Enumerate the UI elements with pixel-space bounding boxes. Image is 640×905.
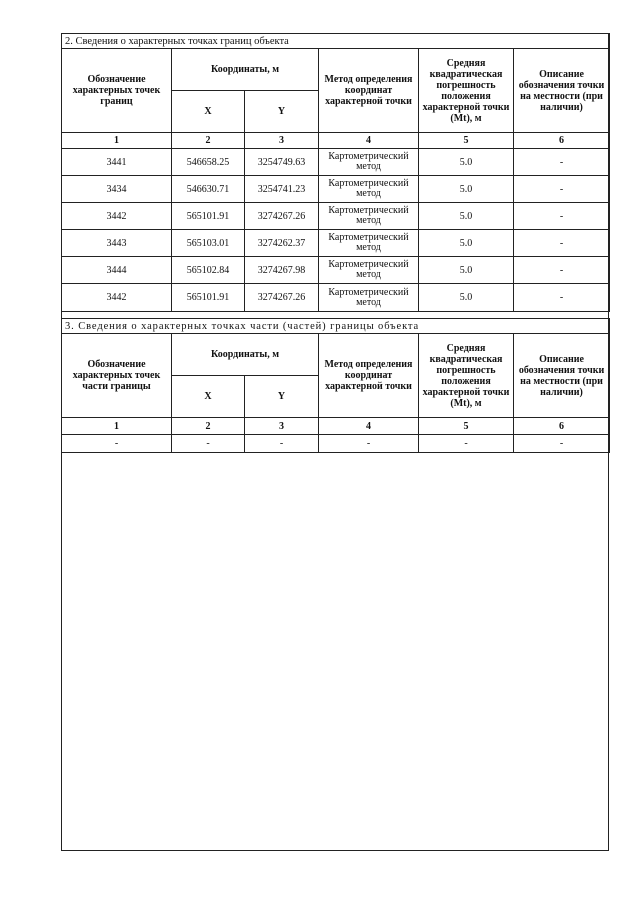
desc-cell: - (514, 284, 610, 312)
x-cell: 565101.91 (172, 203, 245, 230)
method-cell: Картометрический метод (319, 203, 419, 230)
point-cell: 3434 (62, 176, 172, 203)
method-cell: Картометрический метод (319, 257, 419, 284)
error-cell: 5.0 (419, 284, 514, 312)
section3-title: 3. Сведения о характерных точках части (частей) границы объекта (62, 319, 610, 334)
point-cell: 3443 (62, 230, 172, 257)
table-row (62, 284, 610, 312)
header-coordinates: Координаты, м (172, 49, 319, 91)
header-error: Средняя квадратическая погрешность положения характерной точки (Mt), м (419, 334, 514, 418)
table-row (62, 176, 610, 203)
header-coordinates: Координаты, м (172, 334, 319, 376)
header-method: Метод определения координат характерной точки (319, 49, 419, 133)
y-cell: 3274262.37 (245, 230, 319, 257)
header-method: Метод определения координат характерной точки (319, 334, 419, 418)
error-cell: - (419, 435, 514, 453)
header-y: Y (245, 376, 319, 418)
column-number: 2 (172, 133, 245, 149)
desc-cell: - (514, 435, 610, 453)
header-x: X (172, 376, 245, 418)
header-designation: Обозначение характерных точек границ (62, 49, 172, 133)
method-cell: Картометрический метод (319, 284, 419, 312)
error-cell: 5.0 (419, 257, 514, 284)
point-cell: 3442 (62, 203, 172, 230)
header-x: X (172, 91, 245, 133)
desc-cell: - (514, 230, 610, 257)
table-row (62, 203, 610, 230)
document-frame (61, 33, 609, 851)
point-cell: - (62, 435, 172, 453)
error-cell: 5.0 (419, 230, 514, 257)
header-y: Y (245, 91, 319, 133)
header-description: Описание обозначения точки на местности (при наличии) (514, 49, 610, 133)
x-cell: 546658.25 (172, 149, 245, 176)
column-number: 5 (419, 418, 514, 435)
method-cell: Картометрический метод (319, 230, 419, 257)
column-number: 3 (245, 133, 319, 149)
column-number: 3 (245, 418, 319, 435)
desc-cell: - (514, 176, 610, 203)
column-number: 5 (419, 133, 514, 149)
section2-table (61, 33, 610, 312)
desc-cell: - (514, 203, 610, 230)
y-cell: 3254749.63 (245, 149, 319, 176)
column-number: 1 (62, 418, 172, 435)
table-row (62, 435, 610, 453)
table-row (62, 149, 610, 176)
y-cell: 3274267.26 (245, 203, 319, 230)
point-cell: 3442 (62, 284, 172, 312)
x-cell: 565102.84 (172, 257, 245, 284)
error-cell: 5.0 (419, 149, 514, 176)
section2-title: 2. Сведения о характерных точках границ объекта (62, 34, 610, 49)
header-designation: Обозначение характерных точек части границы (62, 334, 172, 418)
y-cell: - (245, 435, 319, 453)
method-cell: Картометрический метод (319, 149, 419, 176)
x-cell: 546630.71 (172, 176, 245, 203)
column-number: 6 (514, 133, 610, 149)
method-cell: - (319, 435, 419, 453)
x-cell: 565101.91 (172, 284, 245, 312)
section3-table (61, 318, 610, 453)
column-number: 6 (514, 418, 610, 435)
error-cell: 5.0 (419, 176, 514, 203)
x-cell: 565103.01 (172, 230, 245, 257)
column-number: 1 (62, 133, 172, 149)
point-cell: 3444 (62, 257, 172, 284)
y-cell: 3274267.98 (245, 257, 319, 284)
y-cell: 3254741.23 (245, 176, 319, 203)
desc-cell: - (514, 149, 610, 176)
method-cell: Картометрический метод (319, 176, 419, 203)
point-cell: 3441 (62, 149, 172, 176)
error-cell: 5.0 (419, 203, 514, 230)
desc-cell: - (514, 257, 610, 284)
table-row (62, 230, 610, 257)
y-cell: 3274267.26 (245, 284, 319, 312)
column-number: 4 (319, 418, 419, 435)
header-description: Описание обозначения точки на местности (при наличии) (514, 334, 610, 418)
column-number: 2 (172, 418, 245, 435)
table-row (62, 257, 610, 284)
x-cell: - (172, 435, 245, 453)
header-error: Средняя квадратическая погрешность положения характерной точки (Mt), м (419, 49, 514, 133)
column-number: 4 (319, 133, 419, 149)
